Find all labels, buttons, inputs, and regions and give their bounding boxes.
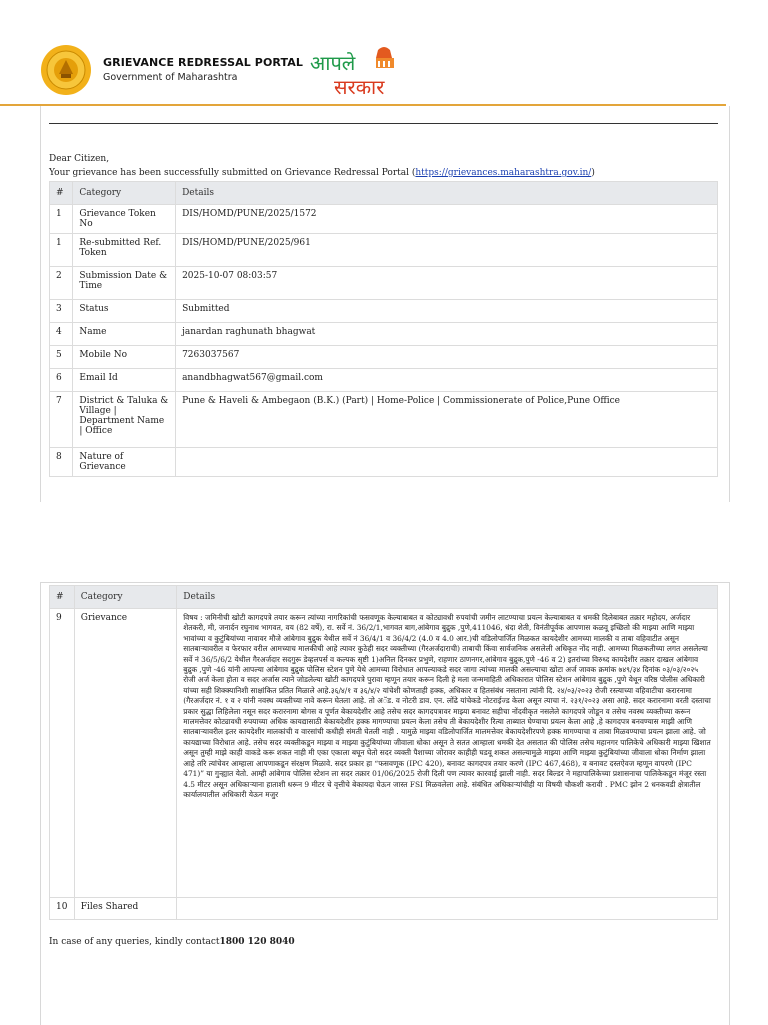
row-category: Re-submitted Ref. Token <box>73 234 176 267</box>
header-details: Details <box>177 586 718 609</box>
row-category: Grievance <box>74 609 176 898</box>
row-category: Grievance Token No <box>73 205 176 234</box>
row-num: 1 <box>50 234 73 267</box>
divider-line <box>49 123 718 124</box>
row-num: 6 <box>50 369 73 392</box>
row-details: Submitted <box>176 300 718 323</box>
header-details: Details <box>176 182 718 205</box>
contact-footer <box>49 937 295 947</box>
greeting-salutation: Dear Citizen, <box>49 154 110 164</box>
row-num: 2 <box>50 267 73 300</box>
table-row <box>50 205 718 234</box>
grievance-detail-table <box>49 585 718 920</box>
row-num: 1 <box>50 205 73 234</box>
row-category: Nature of Grievance <box>73 448 176 477</box>
portal-title: GRIEVANCE REDRESSAL PORTAL <box>103 56 303 69</box>
row-details: anandbhagwat567@gmail.com <box>176 369 718 392</box>
row-num: 3 <box>50 300 73 323</box>
table-row <box>50 267 718 300</box>
row-category: Submission Date & Time <box>73 267 176 300</box>
header-num: # <box>50 586 75 609</box>
svg-text:सरकार: सरकार <box>334 75 385 99</box>
row-num: 4 <box>50 323 73 346</box>
row-details: Pune & Haveli & Ambegaon (B.K.) (Part) | Home-Police | Commissionerate of Police,Pune Office <box>176 392 718 448</box>
table-row <box>50 300 718 323</box>
row-details: 2025-10-07 08:03:57 <box>176 267 718 300</box>
portal-subtitle: Government of Maharashtra <box>103 72 238 83</box>
contact-text: In case of any queries, kindly contact <box>49 937 220 947</box>
row-num: 9 <box>50 609 75 898</box>
row-num: 5 <box>50 346 73 369</box>
helpline-number: 1800 120 8040 <box>219 937 295 947</box>
table-row <box>50 609 718 898</box>
table-row <box>50 898 718 920</box>
portal-link[interactable]: https://grievances.maharashtra.gov.in/ <box>415 168 592 178</box>
grievance-text: विषय : जमिनीची खोटी कागदपत्रे तयार करून त्यांच्या नागरिकांची फसवणूक केल्याबाबत व कोट्यावधी रुपयांची जमीन लाटण्याचा प्रयत्न केल्याबाबत व धमकी दिलेबाबत तक्रार महोदय, अर्जदार शेतकरी, मी, जनार्दन रघुनाथ भागवत, वय (82 वर्षे), रा. सर्वे नं. 36/2/1,भागवत बाग,आंबेगाव बुद्रुक ,पुणे,411046, धंदा शेती, विनंतीपूर्वक आपणास कळवू इच्छितो की माझ्या आणि माझ्या भावांच्या व कुटुंबियांच्या नावावर मौजे आंबेगाव बुद्रुक येथील सर्वे नं 36/4/1 व 36/4/2 (4.0 व 4.0 आर.)ची वडिलोपार्जित मिळकत कायदेशीर आमच्या मालकी व ताबा वहिवाटीत असून सातबाऱ्यावरील व फेरफार वरील आमच्याच मालकीची आहे त्यावर कुठेही सदर व्यक्तीच्या (गैरअर्जदाराची) ताबाची किंवा सार्वजनिक असलेली अधिकृत नोंद नाही. आमच्या मिळकतीच्या लगत असलेल्या सर्वे नं 36/5/6/2 येथील गैरअर्जदार सदगुरू डेव्हलपर्स व कल्पक सृष्टी 1)अनिल दिनकर प्रभुणे, राहणार ठाणनगर,आंबेगाव बुद्रुक,पुणे -46 व 2) इतरांच्या विरुध्द कायदेशीर तक्रार दाखल आंबेगाव बुद्रुक ,पुणे -46 यांनी आपल्या आंबेगाव बुद्रुक पोलिस स्टेशन पुणे येथे आमच्या विरोधात आपल्याकडे सदर जागा त्यांच्या मालकी असल्याचा खोटा अर्ज जावक क्रमांक ७४९/३४ दिनांक ०३/०३/२०२५ रोजी अर्ज केला होता व सदर अर्जास त्याने जोडलेल्या खोटी कागदपत्रे पुरावा म्हणून तयार करून दिली हे मला जन्ममाहिती अधिकारात पोलिस स्टेशन आंबेगाव बुद्रुक ,पुणे येथून वरिष्ठ पोलीस अधिकारी यांच्या सही शिक्क्यानिशी साक्षांकित प्रतित मिळाले आहे.३६/४/१ व ३६/४/२ यांचेशी कोणताही हक्क, अधिकार व हितसंबंध नसताना त्यांनी दि. २४/०३/२०२३ रोजी रस्त्याच्या वहिवाटीचा करारनामा (गैरअर्जदार नं. १ व २ यांनी नवस्थ व्यक्तीच्या नावे करून घेतला आहे. तो अॅड. व नोटरी डाव. एन. लोंढे यांचेकडे नोटराईज्ड केला असून त्याचा नं. २३१/२०२३ असा आहे. सदर करारनामा वरती दस्ताचा प्रकार सुद्धा लिहिलेला नसून सदर करारनामा बोगस व पूर्णत बेकायदेशीर आहे तसेच सदर कागदपत्रावर माझ्या बनावट सहीचा नोंदवीकृत नसलेले कागदपत्रे जोडून व तसेच नवस्थ व्यक्तीच्या करून मालमत्तेवर कोट्यावधी रुपयाच्या अधिक कायद्यासाठी बेकायदेशीर हक्क मागण्याचा प्रयत्न केला तसेच ती बेकायदेशीर रित्या ताब्यात घेण्याचा प्रयत्न केला आहे ,हे कागदपत्र बनवण्यास माझी आणि सातबाऱ्यावरील इतर कायदेशीर मालकांची व वारसांची कधीही संमती घेतली नाही . यामुळे माझ्या वडिलोपार्जित मालमत्तेवर बेकायदेशीरपणे हक्क मागण्याचा व ताबा मिळवण्याचा प्रयत्न झाला आहे. जो कायद्याच्या विरोधात आहे. तसेच सदर व्यक्तीकडून माझ्या व माझ्या कुटुंबियांच्या जीवाला धोका असून ते सतत आम्हाला धमकी देत असतात की पोलिस तसेच महानगर पालिकेचे अधिकारी माझ्या खिशात असून तुम्ही माझे काही वाकडे करू शकत नाही मी एका एकाला बघून घेतो सदर व्यक्ती पैशाच्या जोरावर काहीही घडवू शकत असल्यामुळे माझ्या आणि माझ्या कुटुंबियांच्या जीवाला धोका निर्माण झाला आहे तरि त्यांचेवर आम्हाला आपणाकडून संरक्षण मिळावे. सदर प्रकार हा “फसवणूक (IPC 420), बनावट कागदपत्र तयार करणे (IPC 467,468), व बनावट दस्तऐवज म्हणून वापरणे (IPC 471)” या गुन्ह्यात येतो. आम्ही आंबेगाव पोलिस स्टेशन ला सदर तक्रार 01/06/2025 रोजी दिली पण त्यावर कारवाई झाली नाही. सदर बिल्डर ने महापालिकेच्या प्रशासनाचा पालिकेकडून मंजूर रस्ता 4.5 मीटर असून अधिकाऱ्याना हाताशी धरून 9 मीटर चे वृत्तीचे बेकायदा घेऊन जास्त FSI मिळवलेला आहे. संबंधित अधिकाऱ्यांचीही या विषयी चौकशी करावी . PMC झोन 2 धनकवडी क्षेत्रातील कार्यालयातील अधिकारी येऊन मजुर <box>177 609 718 898</box>
row-details: 7263037567 <box>176 346 718 369</box>
table-row <box>50 234 718 267</box>
header-category: Category <box>74 586 176 609</box>
row-category: District & Taluka & Village | Department Name | Office <box>73 392 176 448</box>
row-category: Email Id <box>73 369 176 392</box>
row-num: 10 <box>50 898 75 920</box>
row-details: DIS/HOMD/PUNE/2025/961 <box>176 234 718 267</box>
table-row <box>50 323 718 346</box>
table-row <box>50 369 718 392</box>
table-row <box>50 392 718 448</box>
table-header-row <box>50 586 718 609</box>
aaple-sarkar-logo <box>308 44 408 100</box>
row-details <box>177 898 718 920</box>
row-category: Name <box>73 323 176 346</box>
greeting-message: Your grievance has been successfully submitted on Grievance Redressal Portal (https://grievances.maharashtra.gov.in/) <box>49 168 595 178</box>
portal-header <box>40 40 726 104</box>
row-category: Mobile No <box>73 346 176 369</box>
header-category: Category <box>73 182 176 205</box>
row-num: 7 <box>50 392 73 448</box>
table-row <box>50 346 718 369</box>
svg-text:आपले: आपले <box>310 51 356 75</box>
table-header-row <box>50 182 718 205</box>
row-details: DIS/HOMD/PUNE/2025/1572 <box>176 205 718 234</box>
row-details: janardan raghunath bhagwat <box>176 323 718 346</box>
row-category: Files Shared <box>74 898 176 920</box>
maharashtra-seal-icon <box>40 44 92 96</box>
row-num: 8 <box>50 448 73 477</box>
header-num: # <box>50 182 73 205</box>
row-details <box>176 448 718 477</box>
table-row <box>50 448 718 477</box>
row-category: Status <box>73 300 176 323</box>
grievance-summary-table <box>49 181 718 477</box>
